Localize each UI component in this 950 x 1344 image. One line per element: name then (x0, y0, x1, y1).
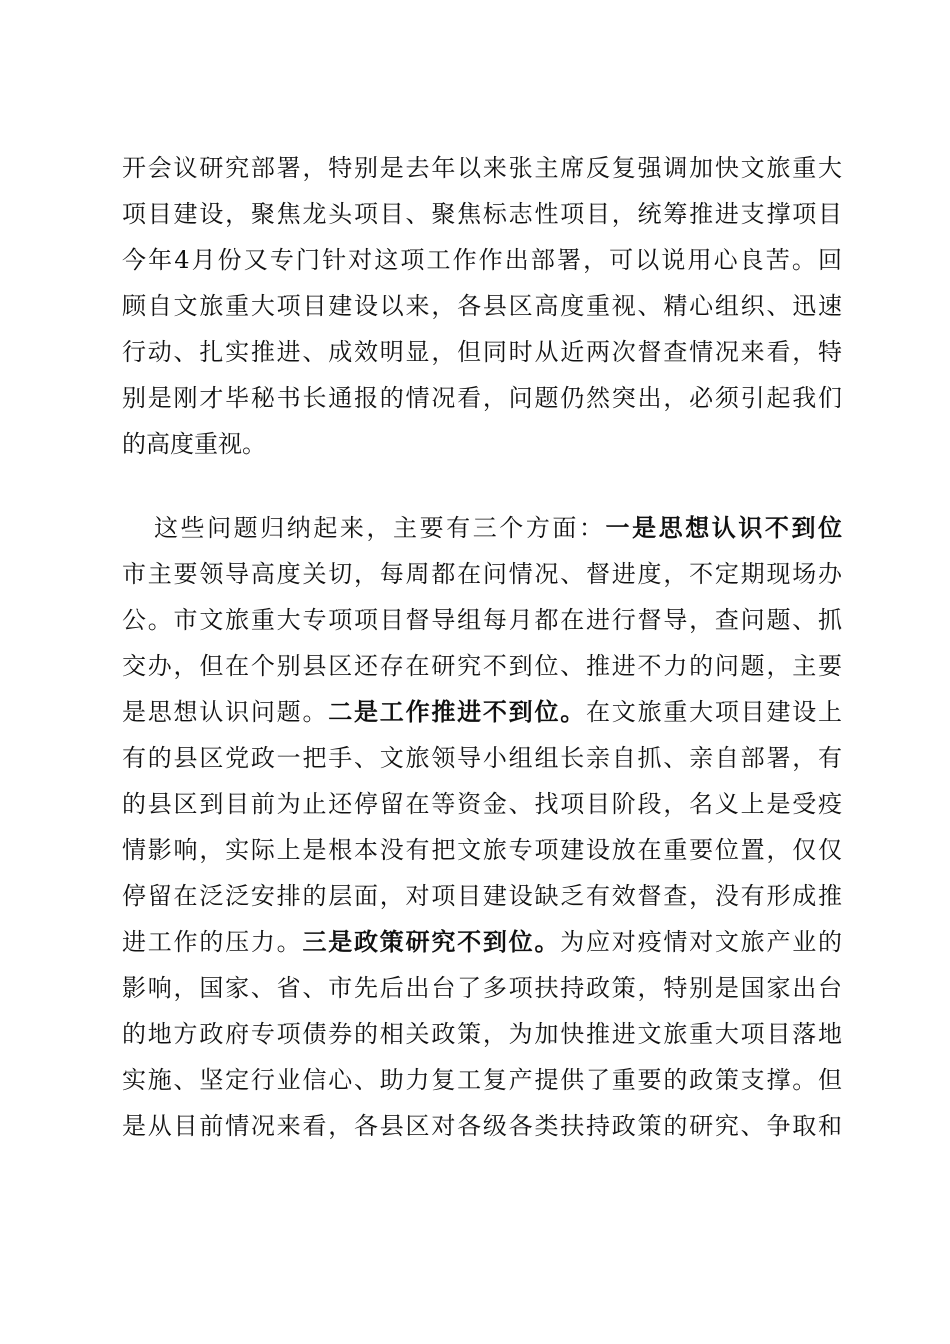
paragraph-1-line: 别是刚才毕秘书长通报的情况看，问题仍然突出，必须引起我们 (122, 384, 842, 412)
text-run: 是思想认识问题。 (122, 698, 329, 726)
paragraph-2-line: 的地方政府专项债券的相关政策，为加快推进文旅重大项目落地 (122, 1020, 842, 1048)
paragraph-2-line: 交办，但在个别县区还存在研究不到位、推进不力的问题，主要 (122, 652, 842, 680)
paragraph-2-line: 情影响，实际上是根本没有把文旅专项建设放在重要位置，仅仅 (122, 836, 842, 864)
text-run: 在文旅重大项目建设上 (586, 698, 843, 726)
paragraph-1-line: 顾自文旅重大项目建设以来，各县区高度重视、精心组织、迅速 (122, 292, 842, 320)
paragraph-2-line: 公。市文旅重大专项项目督导组每月都在进行督导，查问题、抓 (122, 606, 842, 634)
paragraph-2-line (122, 505, 842, 551)
paragraph-1-line: 行动、扎实推进、成效明显，但同时从近两次督查情况来看，特 (122, 338, 842, 366)
paragraph-1-line: 开会议研究部署，特别是去年以来张主席反复强调加快文旅重大 (122, 154, 842, 182)
paragraph-1-line: 今年4月份又专门针对这项工作作出部署，可以说用心良苦。回 (122, 246, 842, 274)
paragraph-2-line: 的县区到目前为止还停留在等资金、找项目阶段，名义上是受疫 (122, 790, 842, 818)
paragraph-1-line: 的高度重视。 (122, 430, 266, 458)
paragraph-2-line (122, 919, 842, 965)
text-run: 为应对疫情对文旅产业的 (560, 928, 843, 956)
paragraph-2-line: 有的县区党政一把手、文旅领导小组组长亲自抓、亲自部署，有 (122, 744, 842, 772)
paragraph-2-line: 实施、坚定行业信心、助力复工复产提供了重要的政策支撑。但 (122, 1066, 842, 1094)
paragraph-2 (122, 505, 842, 1149)
paragraph-2-line (122, 689, 842, 735)
bold-heading-one: 一是思想认识不到位 (605, 513, 843, 542)
paragraph-1 (122, 145, 842, 467)
bold-heading-three: 三是政策研究不到位。 (302, 927, 561, 956)
paragraph-2-line: 停留在泛泛安排的层面，对项目建设缺乏有效督查，没有形成推 (122, 882, 842, 910)
paragraph-1-line: 项目建设，聚焦龙头项目、聚焦标志性项目，统筹推进支撑项目 (122, 200, 842, 228)
paragraph-2-line: 市主要领导高度关切，每周都在问情况、督进度，不定期现场办 (122, 560, 842, 588)
paragraph-2-line: 是从目前情况来看，各县区对各级各类扶持政策的研究、争取和 (122, 1112, 842, 1140)
bold-heading-two: 二是工作推进不到位。 (328, 697, 587, 726)
paragraph-2-line: 影响，国家、省、市先后出台了多项扶持政策，特别是国家出台 (122, 974, 842, 1002)
text-run: 进工作的压力。 (122, 928, 303, 956)
text-run: 这些问题归纳起来，主要有三个方面： (154, 514, 606, 542)
